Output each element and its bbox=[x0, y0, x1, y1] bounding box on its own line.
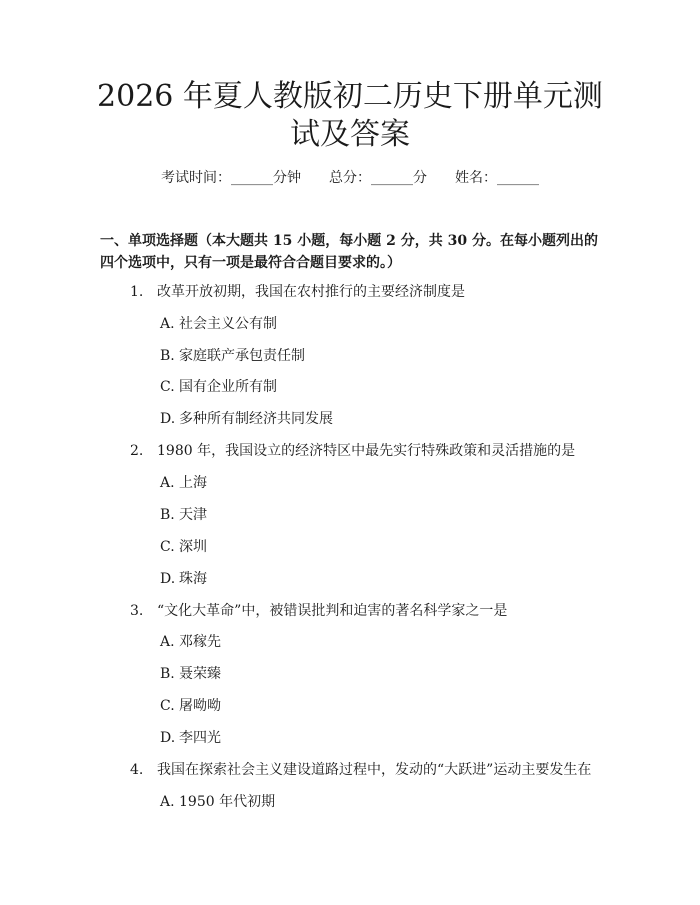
option-2d bbox=[160, 569, 207, 589]
option-letter: B. bbox=[160, 507, 175, 523]
option-letter: C. bbox=[160, 539, 175, 555]
option-text: 国有企业所有制 bbox=[179, 379, 277, 395]
option-letter: A. bbox=[160, 316, 175, 332]
total-score-field: 总分：______分 bbox=[329, 170, 427, 186]
question-number: 3. bbox=[130, 603, 144, 619]
option-2c bbox=[160, 537, 207, 557]
page-title: 2026 年夏人教版初二历史下册单元测试及答案 bbox=[97, 79, 603, 152]
question-4 bbox=[130, 760, 591, 780]
option-2a bbox=[160, 473, 207, 493]
option-text: 邓稼先 bbox=[179, 634, 221, 650]
option-letter: D. bbox=[160, 730, 176, 746]
question-text: “文化大革命”中，被错误批判和迫害的著名科学家之一是 bbox=[157, 603, 508, 619]
option-letter: B. bbox=[160, 666, 175, 682]
option-1b bbox=[160, 346, 305, 366]
option-letter: A. bbox=[160, 794, 175, 810]
question-number: 4. bbox=[130, 762, 144, 778]
option-1c bbox=[160, 377, 277, 397]
option-letter: B. bbox=[160, 348, 175, 364]
question-number: 2. bbox=[130, 443, 144, 459]
option-text: 上海 bbox=[179, 475, 207, 491]
option-text: 多种所有制经济共同发展 bbox=[179, 411, 333, 427]
question-1 bbox=[130, 282, 465, 302]
option-letter: C. bbox=[160, 698, 175, 714]
option-text: 李四光 bbox=[179, 730, 221, 746]
question-number: 1. bbox=[130, 284, 144, 300]
question-text: 1980 年，我国设立的经济特区中最先实行特殊政策和灵活措施的是 bbox=[157, 443, 576, 459]
option-2b bbox=[160, 505, 207, 525]
option-text: 家庭联产承包责任制 bbox=[179, 348, 305, 364]
option-letter: D. bbox=[160, 411, 176, 427]
option-text: 聂荣臻 bbox=[179, 666, 221, 682]
question-3 bbox=[130, 601, 507, 621]
student-name-field: 姓名：______ bbox=[455, 170, 539, 186]
question-2 bbox=[130, 441, 575, 461]
option-text: 1950 年代初期 bbox=[179, 794, 276, 810]
option-text: 天津 bbox=[179, 507, 207, 523]
option-text: 社会主义公有制 bbox=[179, 316, 277, 332]
option-text: 珠海 bbox=[179, 571, 207, 587]
option-3c bbox=[160, 696, 221, 716]
option-text: 深圳 bbox=[179, 539, 207, 555]
option-3a bbox=[160, 632, 221, 652]
option-letter: A. bbox=[160, 475, 175, 491]
option-3b bbox=[160, 664, 221, 684]
exam-info-line bbox=[0, 168, 700, 188]
option-1a bbox=[160, 314, 277, 334]
option-letter: D. bbox=[160, 571, 176, 587]
exam-time-field: 考试时间：______分钟 bbox=[161, 170, 301, 186]
question-text: 我国在探索社会主义建设道路过程中，发动的“大跃进”运动主要发生在 bbox=[157, 762, 592, 778]
option-1d bbox=[160, 409, 333, 429]
option-letter: C. bbox=[160, 379, 175, 395]
option-3d bbox=[160, 728, 221, 748]
option-letter: A. bbox=[160, 634, 175, 650]
option-4a bbox=[160, 792, 275, 812]
section-heading: 一、单项选择题（本大题共 15 小题，每小题 2 分，共 30 分。在每小题列出的四个选项中，只有一项是最符合合题目要求的。） bbox=[100, 233, 598, 271]
option-text: 屠呦呦 bbox=[179, 698, 221, 714]
question-text: 改革开放初期，我国在农村推行的主要经济制度是 bbox=[157, 284, 465, 300]
